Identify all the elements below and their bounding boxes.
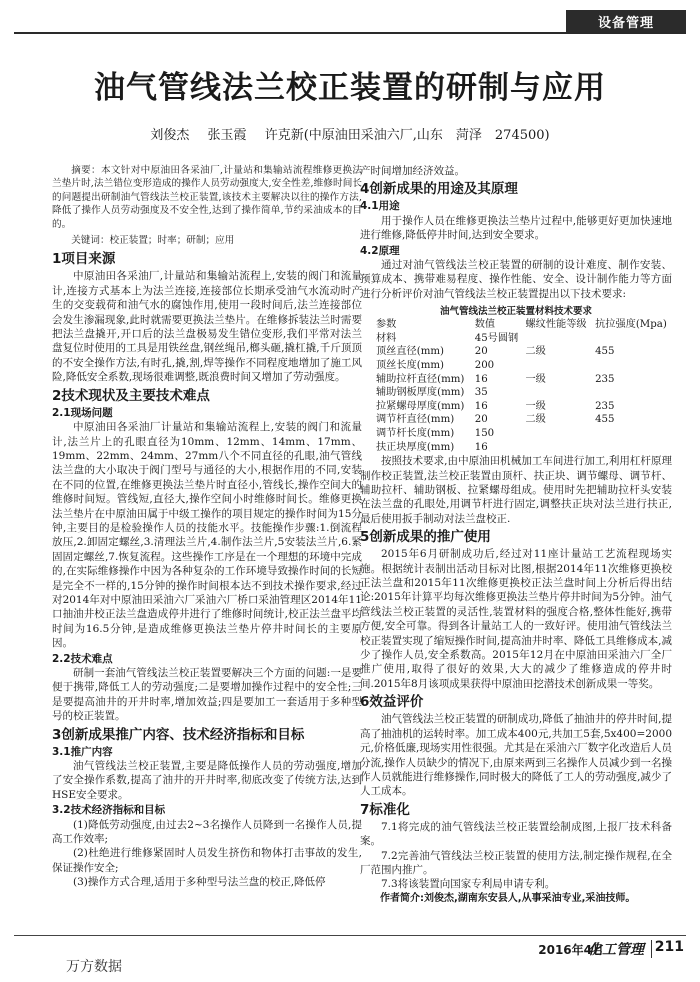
- paragraph: 产时间增加经济效益。: [360, 165, 465, 177]
- heading-4-1: 4.1用途: [360, 200, 400, 213]
- heading-4-2: 4.2原理: [360, 244, 400, 257]
- heading-section-5: 5创新成果的推广使用: [360, 529, 491, 546]
- paragraph: 中原油田各采油厂,计量站和集输站流程上,安装的阀门和流量计,连接方式基本上为法兰连接,连接部位长期承受油气水流动时产生的交变载荷和油气水的腐蚀作用,使用一段时间后,法兰连接部位会发生渗漏现象,此时就需要更换法兰垫片。在维修拆装法兰时需要把法兰盘撬开,开口后的法兰盘极易发生错位变形,我们平常对法兰盘复位时使用的工具是用铁丝盘,钢丝绳吊,榔头砸,撬杠撬,千斤顶顶的不安全操作方法,有时孔,撬,割,焊等操作不同程度地增加了施工风险,降低安全系数,现场很难调整,既浪费时间又增加了劳动强度。: [52, 270, 362, 384]
- author-2: 张玉霞: [207, 128, 247, 143]
- heading-section-7: 7标准化: [360, 801, 410, 818]
- paragraph: 通过对油气管线法兰校正装置的研制的设计难度、制作安装、预算成本、携带难易程度、操作性能、安全、设计制作能力等方面进行分析评价对油气管线法兰校正装置提出以下技术要求:: [360, 259, 672, 300]
- table-cell: 235: [595, 373, 615, 385]
- table-cell: 一级: [525, 400, 546, 412]
- table-cell: 45号圆钢: [474, 332, 519, 344]
- table-cell: 20: [474, 346, 488, 358]
- table-cell: 顶丝直径(mm): [376, 346, 445, 358]
- table-cell: 455: [595, 414, 615, 426]
- table-cell: 抗拉强度(Mpa): [595, 319, 667, 331]
- table-cell: [593, 332, 674, 346]
- table-row: [374, 318, 674, 332]
- paragraph: 7.2完善油气管线法兰校正装置的使用方法,制定操作规程,在全厂范围内推广。: [360, 849, 672, 876]
- table-row: [374, 386, 674, 400]
- authors-line: [0, 124, 700, 143]
- abstract: 摘要：本文针对中原油田各采油厂,计量站和集输站流程维修更换法兰垫片时,法兰错位变形造成的操作人员劳动强度大,安全性差,维修时间长的问题提出研制油气管线法兰校正装置,该技术主要解决以往的操作方法,降低了操作人员劳动强度及不安全性,达到了操作简单,节约采油成本的目的。: [52, 165, 362, 230]
- table-row: [374, 441, 674, 455]
- table-row: [374, 332, 674, 346]
- table-cell: [524, 441, 594, 455]
- author-bio: 作者简介:刘俊杰,湖南东安县人,从事采油专业,采油技师。: [380, 892, 636, 904]
- table-cell: 数值: [474, 319, 496, 331]
- left-column: [52, 164, 362, 890]
- table-cell: 材料: [376, 332, 397, 344]
- heading-3-1: 3.1推广内容: [52, 745, 113, 758]
- paragraph: 油气管线法兰校正装置,主要是降低操作人员的劳动强度,增加了安全操作系数,提高了油井的开井时率,彻底改变了传统方法,达到HSE安全要求。: [52, 760, 362, 801]
- table-cell: [524, 332, 594, 346]
- page-number: 211: [654, 939, 684, 955]
- heading-section-4: 4创新成果的用途及其原理: [360, 181, 518, 198]
- table-cell: 200: [474, 360, 495, 372]
- table-cell: 辅助拉杆直径(mm): [376, 373, 465, 385]
- table-row: [374, 400, 674, 414]
- spec-table: [374, 318, 674, 454]
- table-caption: 油气管线法兰校正装置材料技术要求: [439, 306, 592, 318]
- table-cell: 扶正块厚度(mm): [376, 441, 455, 453]
- table-cell: 拉紧螺母厚度(mm): [376, 400, 465, 412]
- header-bar: [14, 10, 686, 34]
- table-row: [374, 359, 674, 373]
- table-cell: 35: [474, 387, 488, 399]
- table-cell: 二级: [525, 414, 546, 426]
- paragraph: 按照技术要求,由中原油田机械加工车间进行加工,利用杠杆原理制作校正装置,法兰校正装置由顶杆、扶正块、调节螺母、调节杆、辅助拉杆、辅助钢板、拉紧螺母组成。使用时先把辅助拉杆头安装在法兰盘的孔眼处,用调节杆进行固定,调整扶正块对法兰进行扶正,最后使用扳手制动对法兰盘校正.: [360, 455, 672, 525]
- table-cell: [593, 359, 674, 373]
- table-cell: [524, 359, 594, 373]
- heading-section-1: 1项目来源: [52, 251, 116, 268]
- paragraph: 研制一套油气管线法兰校正装置要解决三个方面的问题:一是要便于携带,降低工人的劳动强度;二是要增加操作过程中的安全性;三是要提高油井的开井时率,增加效益;四是要加工一套适用于多种型号的校正装置。: [52, 667, 362, 723]
- paragraph: 油气管线法兰校正装置的研制成功,降低了抽油井的停井时间,提高了抽油机的运转时率。加工成本400元,共加工5套,5x400=2000元,价格低廉,现场实用性很强。尤其是在采油六厂数字化改造后人员分流,操作人员缺少的情况下,由原来两到三名操作人员减少到一名操作人员就能进行维修操作,同时极大的降低了工人的劳动强度,减少了人工成本。: [360, 713, 672, 798]
- table-cell: 235: [595, 400, 615, 412]
- table-cell: 辅助钢板厚度(mm): [376, 387, 465, 399]
- table-cell: [524, 427, 594, 441]
- author-1: 刘俊杰: [150, 128, 190, 143]
- table-cell: 455: [595, 346, 615, 358]
- heading-2-1: 2.1现场问题: [52, 406, 113, 419]
- table-cell: 16: [474, 400, 488, 412]
- paragraph: 7.3将该装置向国家专利局申请专利。: [381, 878, 556, 891]
- paragraph: 2015年6月研制成功后,经过对11座计量站工艺流程现场实施。根据统计表制出活动目标对比图,根据2014年11次维修更换校正法兰盘和2015年11次维修更换校正法兰盘时间上分析后得出结论:2015年计算平均每次维修更换法兰垫片停井时间为5分钟。油气管线法兰校正装置的灵活性,装置材料的强度合格,整体性能好,携带方便,安全可靠。得到各计量站工人的一致好评。使用油气管线法兰校正装置实现了缩短操作时间,提高油井时率、降低工具维修成本,减少了操作人员,安全系数高。2015年12月在中原油田采油六厂全厂推广使用,取得了很好的效果,大大的减少了维修造成的停井时间.2015年8月该项成果获得中原油田挖潜技术创新成果一等奖。: [360, 548, 672, 690]
- table-cell: 20: [474, 414, 488, 426]
- table-cell: 参数: [376, 319, 397, 331]
- footer-separator: [651, 940, 652, 958]
- paragraph: 7.1将完成的油气管线法兰校正装置绘制成图,上报厂技术科备案。: [360, 820, 672, 848]
- list-item: (3)操作方式合理,适用于多种型号法兰盘的校正,降低停: [73, 876, 326, 889]
- table-cell: [524, 386, 594, 400]
- table-cell: 16: [474, 441, 488, 453]
- heading-section-2: 2技术现状及主要技术难点: [52, 387, 210, 404]
- paragraph: 用于操作人员在维修更换法兰垫片过程中,能够更好更加快速地进行维修,降低停井时间,达到安全要求。: [360, 214, 672, 242]
- article-title: 油气管线法兰校正装置的研制与应用: [94, 70, 606, 106]
- table-cell: 150: [474, 428, 495, 439]
- heading-3-2: 3.2技术经济指标和目标: [52, 804, 166, 817]
- table-cell: 二级: [525, 346, 546, 358]
- heading-section-3: 3创新成果推广内容、技术经济指标和目标: [52, 726, 305, 743]
- table-row: [374, 427, 674, 441]
- source-watermark: 万方数据: [66, 959, 122, 975]
- table-row: [374, 345, 674, 359]
- table-cell: [593, 427, 674, 441]
- table-row: [374, 413, 674, 427]
- footer-rule: [14, 935, 686, 936]
- author-3-affiliation: 许克新(中原油田采油六厂,山东 菏泽 274500): [264, 128, 550, 143]
- paragraph: 中原油田各采油厂计量站和集输站流程上,安装的阀门和流量计,法兰片上的孔眼直径为10mm、12mm、14mm、17mm、19mm、22mm、24mm、27mm八个不同直径的孔眼,油气管线法兰盘的大小取决于阀门型号与通径的大小,根据作用的不同,安装在不同的位置,在维修更换法兰垫片时直径小,管线长,操作空间大的维修时间短。管线短,直径大,操作空间小时维修时间长。维修更换法兰垫片在中原油田属于中级工操作的项目规定的操作时间为15分钟,主要目的是检验操作人员的技能水平。技能操作步骤:1.倒流程放压,2.卸固定螺丝,3.清理法兰片,4.制作法兰片,5安装法兰片,6.紧固固定螺丝,7.恢复流程。这些操作工序是在一个理想的环境中完成的,在实际维修操作中因为各种复杂的工作环境导致操作时间的长短是完全不一样的,15分钟的操作时间根本达不到技术操作要求,经过对2014年对中原油田采油六厂采油六厂桥口采油管理区2014年11口抽油井校正法兰盘造成停井进行了维修时间统计,校正法兰盘平均时间为16.5分钟,是造成维修更换法兰垫片停井时间长的主要原因。: [52, 421, 362, 650]
- table-cell: 螺纹性能等级: [525, 319, 587, 331]
- list-item: (1)降低劳动强度,由过去2~3名操作人员降到一名操作人员,提高工作效率;: [52, 818, 362, 846]
- list-item: (2)杜绝进行维修紧固时人员发生挤伤和物体打击事故的发生,保证操作安全;: [52, 847, 362, 874]
- heading-section-6: 6效益评价: [360, 694, 424, 711]
- table-row: [374, 373, 674, 387]
- footer-journal-name: 化工管理: [588, 942, 644, 958]
- table-cell: 调节杆长度(mm): [376, 428, 455, 439]
- table-cell: 一级: [525, 373, 546, 385]
- heading-2-2: 2.2技术难点: [52, 652, 113, 665]
- table-cell: 顶丝长度(mm): [376, 360, 445, 372]
- table-cell: [593, 441, 674, 455]
- keywords: 关键词：校正装置；时率；研制；应用: [71, 235, 235, 247]
- table-cell: [593, 386, 674, 400]
- table-cell: 16: [474, 373, 488, 385]
- table-cell: 调节杆直径(mm): [376, 414, 455, 426]
- footer-date: 2016年4月: [538, 943, 604, 957]
- section-tag: 设备管理: [566, 10, 686, 32]
- right-column: [360, 164, 672, 906]
